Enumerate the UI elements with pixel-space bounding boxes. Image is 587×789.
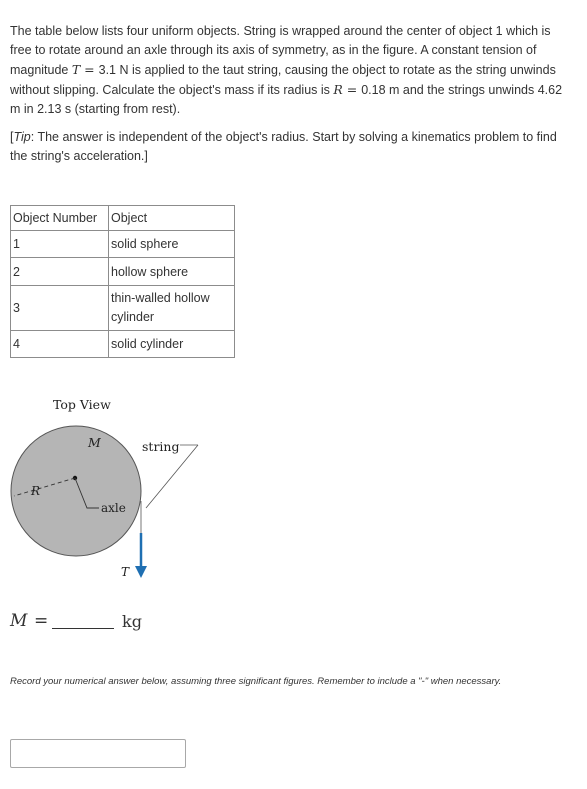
object-cell: solid sphere bbox=[109, 231, 235, 258]
answer-input[interactable] bbox=[10, 739, 186, 768]
tip-paragraph: [Tip: The answer is independent of the object's radius. Start by solving a kinematics problem to find the string's acceleration.] bbox=[10, 130, 557, 163]
equals-sign: = bbox=[34, 611, 49, 631]
problem-paragraph: The table below lists four uniform objects. String is wrapped around the center of object 1 which is free to rotate around an axle through its axis of symmetry, as in the figure. A constant tension of magnitude T = 3.1 N is applied to the taut string, causing the object to rotate as the string unwinds without slipping. Calculate the object's mass if its radius is R = 0.18 m and the strings unwinds 4.62 m in 2.13 s (starting from rest). bbox=[10, 24, 563, 116]
objects-table bbox=[10, 205, 235, 358]
string-label: string bbox=[142, 439, 180, 454]
table-row bbox=[11, 286, 235, 331]
header-object-number: Object Number bbox=[11, 206, 109, 231]
tension-arrowhead bbox=[135, 566, 147, 578]
unit-label: kg bbox=[122, 612, 142, 631]
axle-label: axle bbox=[101, 501, 126, 515]
radius-symbol: R bbox=[333, 82, 343, 97]
mass-label: M bbox=[88, 435, 101, 450]
record-instructions: Record your numerical answer below, assuming three significant figures. Remember to include a "-" when necessary. bbox=[10, 676, 502, 687]
tip-label: Tip bbox=[13, 130, 31, 144]
top-view-figure bbox=[0, 390, 587, 590]
object-number-cell: 1 bbox=[11, 231, 109, 258]
problem-statement bbox=[10, 22, 575, 166]
string-line bbox=[146, 445, 198, 508]
table-row bbox=[11, 331, 235, 358]
radius-label: R bbox=[31, 484, 41, 498]
tension-label: T bbox=[121, 565, 130, 579]
object-cell: thin-walled hollow cylinder bbox=[109, 286, 235, 331]
top-view-label: Top View bbox=[53, 397, 111, 412]
table-header-row bbox=[11, 206, 235, 231]
tension-symbol: T bbox=[71, 62, 81, 77]
header-object: Object bbox=[109, 206, 235, 231]
object-cell: solid cylinder bbox=[109, 331, 235, 358]
mass-symbol: M bbox=[10, 611, 28, 631]
answer-blank bbox=[52, 628, 114, 629]
object-cell: hollow sphere bbox=[109, 258, 235, 286]
object-number-cell: 3 bbox=[11, 286, 109, 331]
object-number-cell: 2 bbox=[11, 258, 109, 286]
object-number-cell: 4 bbox=[11, 331, 109, 358]
table-row bbox=[11, 231, 235, 258]
table-row bbox=[11, 258, 235, 286]
